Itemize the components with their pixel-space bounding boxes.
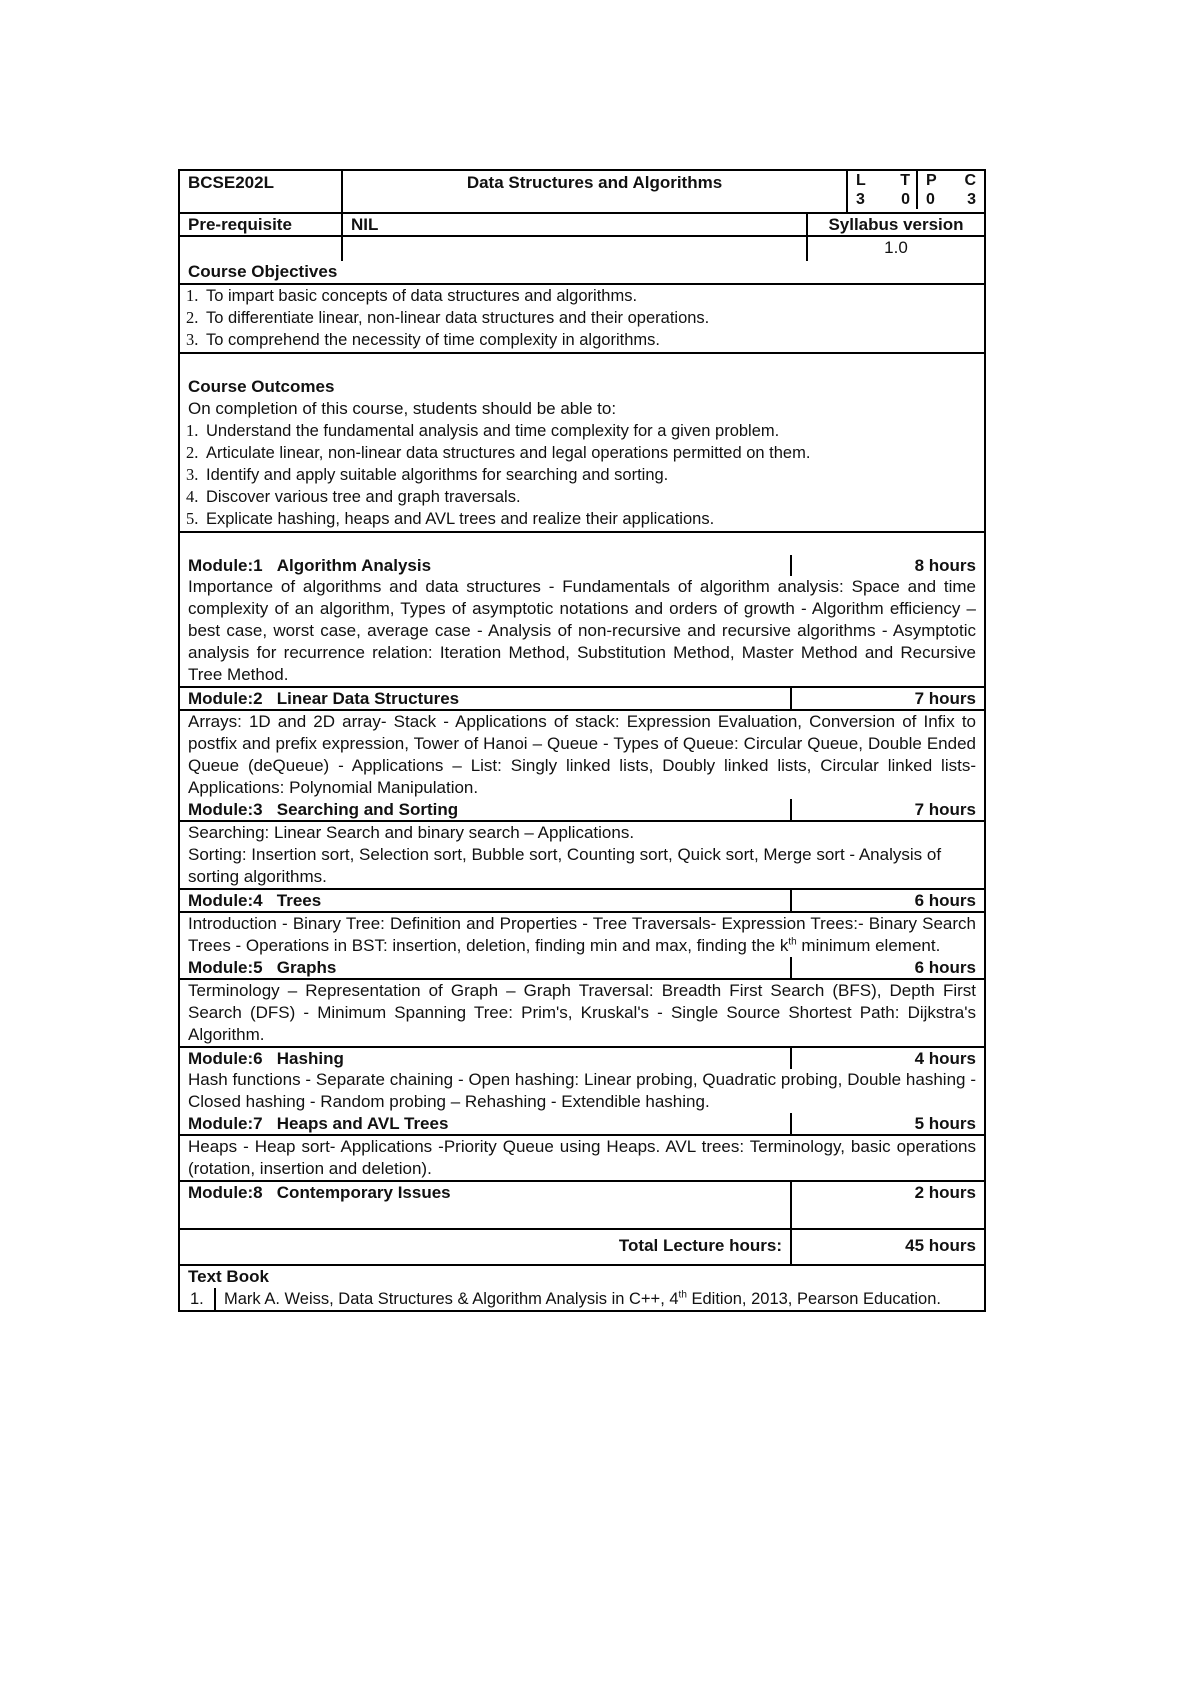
ltpc-value-t: 0	[901, 191, 910, 208]
ltpc-value-p: 0	[916, 190, 950, 209]
list-item: 4. Discover various tree and graph traversals.	[186, 487, 521, 506]
module-8-label: Module:8	[188, 1183, 263, 1202]
module-6-header	[180, 1046, 984, 1069]
total-lecture-value: 45 hours	[790, 1230, 984, 1264]
module-4-header	[180, 888, 984, 911]
course-outcomes-list	[180, 420, 984, 530]
course-outcomes-intro: On completion of this course, students should be able to:	[188, 399, 617, 418]
course-objectives-list	[180, 285, 984, 352]
module-5-body: Terminology – Representation of Graph – Graph Traversal: Breadth First Search (BFS), Depth First Search (DFS) - Minimum Spanning Tree: Prim's, Kruskal's - Single Source Shortest Path: Dijkstra's Algorithm.	[180, 978, 984, 1046]
module-5-label: Module:5	[188, 958, 263, 977]
module-7-hours: 5 hours	[790, 1113, 984, 1134]
ltpc-label-t: T	[900, 172, 910, 189]
module-2-label: Module:2	[188, 689, 263, 708]
module-7-name: Heaps and AVL Trees	[276, 1114, 449, 1133]
ltpc-label-l: L	[856, 172, 866, 189]
module-1-label: Module:1	[188, 556, 263, 575]
textbook-item-number: 1.	[180, 1288, 216, 1310]
textbook-item-text: Mark A. Weiss, Data Structures & Algorithm Analysis in C++, 4th Edition, 2013, Pearson Education.	[224, 1289, 941, 1308]
module-2-body: Arrays: 1D and 2D array- Stack - Applications of stack: Expression Evaluation, Conversion of Infix to postfix and prefix expression, Tower of Hanoi – Queue - Types of Queue: Circular Queue, Double Ended Queue (deQueue) - Applications – List: Singly linked lists, Doubly linked lists, Circular linked lists- Applications: Polynomial Manipulation.	[180, 709, 984, 799]
list-item: 1. Understand the fundamental analysis and time complexity for a given problem.	[186, 421, 780, 440]
course-header-row	[178, 169, 986, 214]
module-6-hours: 4 hours	[790, 1048, 984, 1069]
list-item: 2. To differentiate linear, non-linear data structures and their operations.	[186, 308, 710, 327]
module-2-name: Linear Data Structures	[276, 689, 460, 708]
module-6-label: Module:6	[188, 1049, 263, 1068]
course-code: BCSE202L	[180, 171, 343, 212]
module-7-label: Module:7	[188, 1114, 263, 1133]
list-item: 3. Identify and apply suitable algorithms for searching and sorting.	[186, 465, 669, 484]
course-outcomes-section	[178, 354, 986, 533]
module-3-header	[180, 799, 984, 820]
course-objectives-title: Course Objectives	[180, 261, 984, 285]
module-8-name: Contemporary Issues	[276, 1183, 451, 1202]
module-4-label: Module:4	[188, 891, 263, 910]
textbook-section	[180, 1264, 984, 1310]
module-1-body: Importance of algorithms and data structures - Fundamentals of algorithm analysis: Space and time complexity of an algorithm, Types of asymptotic notations and orders of growth - Algorithm efficiency – best case, worst case, average case - Analysis of non-recursive and recursive algorithms - Asymptotic analysis for recurrence relation: Iteration Method, Substitution Method, Master Method and Recursive Tree Method.	[188, 577, 976, 684]
list-item: 1. To impart basic concepts of data structures and algorithms.	[186, 286, 638, 305]
module-2-header	[180, 686, 984, 709]
module-4-name: Trees	[276, 891, 322, 910]
module-8-header	[180, 1180, 984, 1228]
module-7-header	[180, 1113, 984, 1134]
module-3-body	[180, 820, 984, 888]
module-5-hours: 6 hours	[790, 957, 984, 978]
module-1-hours: 8 hours	[790, 555, 984, 576]
course-objectives-section	[178, 261, 986, 354]
course-outcomes-title: Course Outcomes	[188, 377, 335, 396]
module-6-name: Hashing	[276, 1049, 344, 1068]
module-6-body: Hash functions - Separate chaining - Open hashing: Linear probing, Quadratic probing, Double hashing - Closed hashing - Random probing – Rehashing - Extendible hashing.	[188, 1070, 976, 1111]
module-3-name: Searching and Sorting	[276, 800, 459, 819]
ltpc-value-c: 3	[967, 191, 976, 208]
module-4-hours: 6 hours	[790, 890, 984, 911]
module-2-hours: 7 hours	[790, 688, 984, 709]
list-item: 3. To comprehend the necessity of time complexity in algorithms.	[186, 330, 660, 349]
syllabus-table	[178, 169, 986, 1312]
ltpc-label-p: P	[916, 171, 950, 190]
module-3-body-sorting: Sorting: Insertion sort, Selection sort, Bubble sort, Counting sort, Quick sort, Merge sort - Analysis of sorting algorithms.	[188, 845, 942, 886]
module-1-name: Algorithm Analysis	[276, 556, 432, 575]
course-title: Data Structures and Algorithms	[343, 171, 848, 212]
ltpc-grid	[848, 171, 984, 212]
list-item: 5. Explicate hashing, heaps and AVL trees and realize their applications.	[186, 509, 715, 528]
module-3-hours: 7 hours	[790, 799, 984, 820]
prerequisite-label: Pre-requisite	[180, 214, 343, 235]
module-1-header	[180, 555, 984, 576]
module-5-name: Graphs	[276, 958, 337, 977]
modules-section	[178, 533, 986, 1312]
syllabus-version-value: 1.0	[884, 238, 908, 257]
module-3-body-searching: Searching: Linear Search and binary search – Applications.	[188, 823, 635, 842]
module-7-body: Heaps - Heap sort- Applications -Priority Queue using Heaps. AVL trees: Terminology, basic operations (rotation, insertion and deletion).	[180, 1134, 984, 1180]
ltpc-label-c: C	[964, 172, 976, 189]
prerequisite-row	[178, 214, 986, 237]
textbook-item	[180, 1288, 984, 1310]
textbook-title: Text Book	[188, 1267, 269, 1286]
list-item: 2. Articulate linear, non-linear data structures and legal operations permitted on them.	[186, 443, 811, 462]
syllabus-version-label: Syllabus version	[828, 215, 964, 234]
module-3-label: Module:3	[188, 800, 263, 819]
module-4-body: Introduction - Binary Tree: Definition and Properties - Tree Traversals- Expression Trees:- Binary Search Trees - Operations in BST: insertion, deletion, finding min and max, finding the $k^{th}$ minimum element.	[180, 911, 984, 957]
total-lecture-row	[180, 1228, 984, 1264]
module-8-hours: 2 hours	[790, 1182, 984, 1228]
total-lecture-label: Total Lecture hours:	[618, 1236, 782, 1255]
prerequisite-value: NIL	[343, 214, 808, 235]
ltpc-value-l: 3	[856, 191, 865, 208]
module-5-header	[180, 957, 984, 978]
version-row	[178, 237, 986, 261]
